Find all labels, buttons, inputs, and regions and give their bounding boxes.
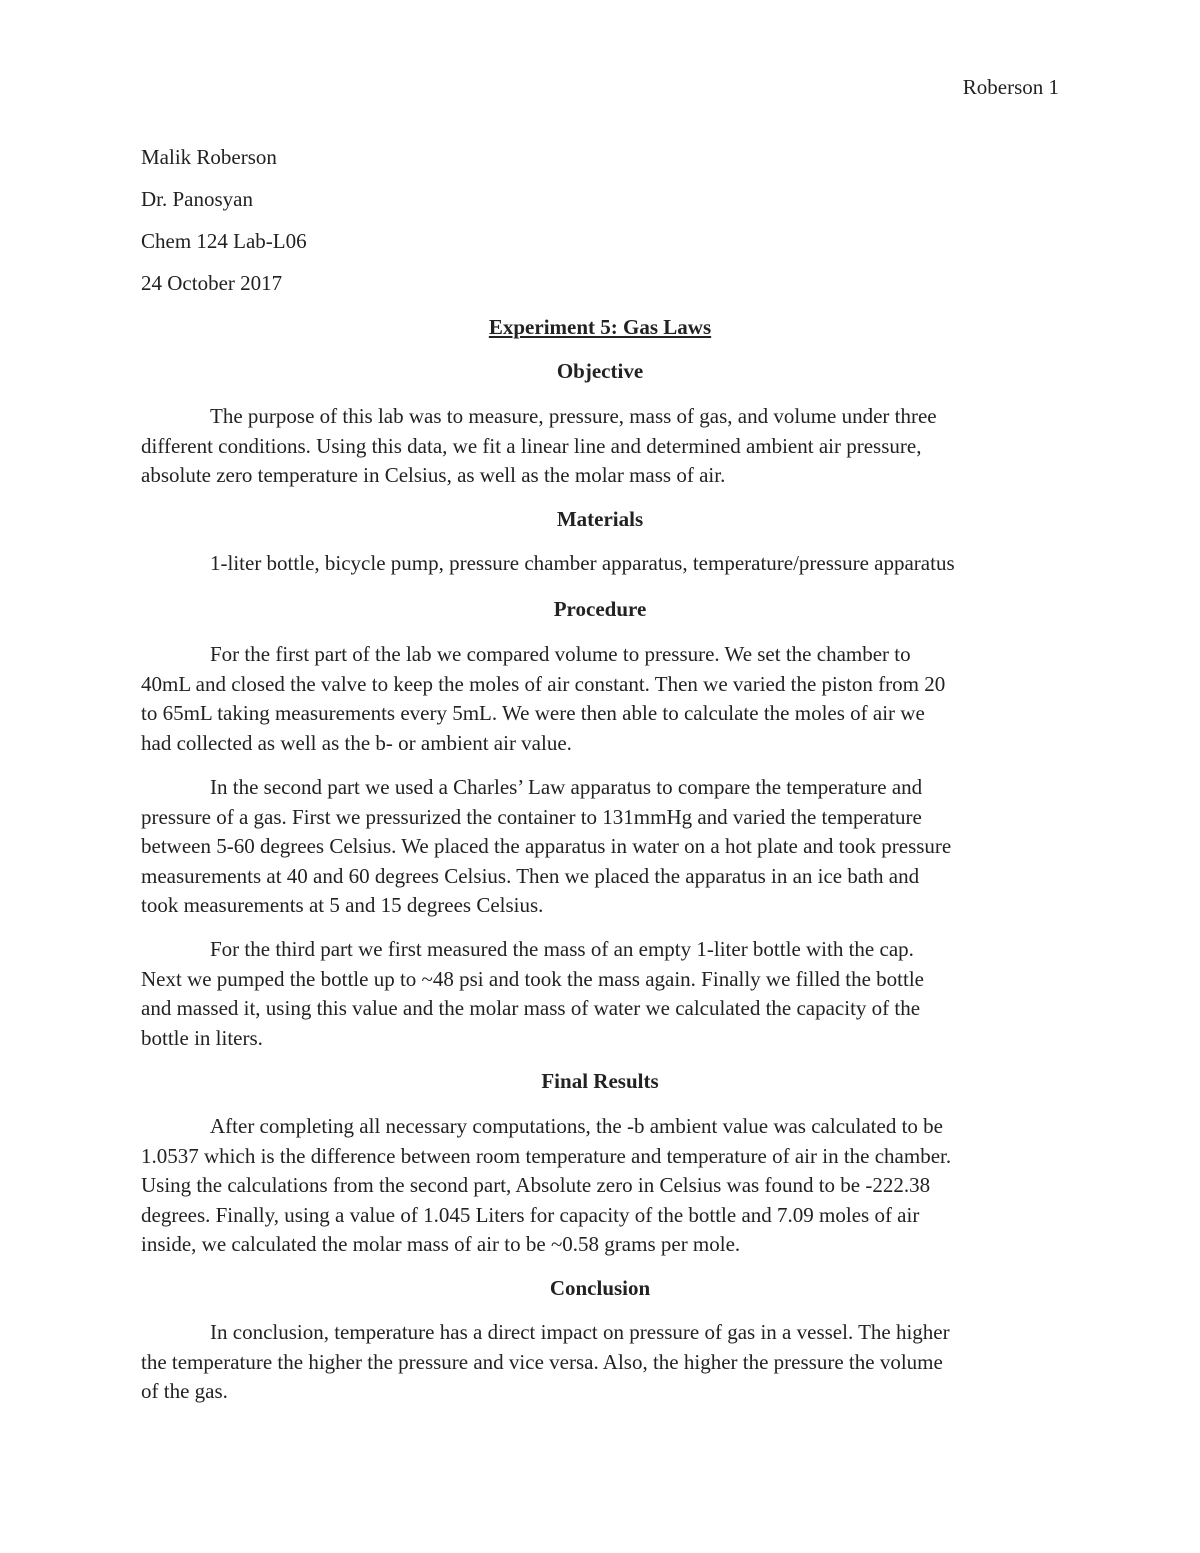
results-paragraph — [141, 1112, 1059, 1260]
paragraph-line: had collected as well as the b- or ambient air value. — [141, 730, 572, 755]
paragraph-line: inside, we calculated the molar mass of air to be ~0.58 grams per mole. — [141, 1232, 741, 1256]
paragraph-line: between 5-60 degrees Celsius. We placed the apparatus in water on a hot plate and took pressure — [141, 834, 952, 858]
objective-heading: Objective — [556, 359, 644, 383]
document-title: Experiment 5: Gas Laws — [488, 315, 712, 339]
procedure-heading: Procedure — [553, 597, 647, 621]
results-heading: Final Results — [541, 1069, 659, 1093]
conclusion-heading: Conclusion — [549, 1276, 651, 1300]
paragraph-line: After completing all necessary computations, the -b ambient value was calculated to be — [210, 1114, 943, 1138]
paragraph-line: 40mL and closed the valve to keep the moles of air constant. Then we varied the piston from 20 — [141, 671, 946, 696]
paragraph-line: of the gas. — [141, 1379, 228, 1403]
paragraph-line: For the third part we first measured the mass of an empty 1-liter bottle with the cap. — [210, 937, 914, 961]
paragraph-line: to 65mL taking measurements every 5mL. We were then able to calculate the moles of air we — [141, 701, 925, 725]
paragraph-line: Using the calculations from the second part, Absolute zero in Celsius was found to be -222.38 — [141, 1173, 931, 1197]
paragraph-line: and massed it, using this value and the molar mass of water we calculated the capacity of the — [141, 996, 921, 1020]
conclusion-paragraph — [141, 1318, 1059, 1407]
procedure-paragraph-1 — [141, 640, 1059, 758]
paragraph-line: In conclusion, temperature has a direct impact on pressure of gas in a vessel. The higher — [210, 1320, 950, 1344]
paragraph-line: pressure of a gas. First we pressurized the container to 131mmHg and varied the temperature — [141, 804, 922, 829]
paragraph-line: 1-liter bottle, bicycle pump, pressure chamber apparatus, temperature/pressure apparatus — [210, 551, 955, 575]
objective-paragraph — [141, 402, 1059, 491]
procedure-paragraph-2 — [141, 773, 1059, 921]
paragraph-line: the temperature the higher the pressure and vice versa. Also, the higher the pressure the volume — [141, 1349, 943, 1374]
materials-heading: Materials — [556, 507, 644, 531]
paragraph-line: In the second part we used a Charles’ Law apparatus to compare the temperature and — [210, 775, 923, 799]
paragraph-line: absolute zero temperature in Celsius, as well as the molar mass of air. — [141, 463, 726, 487]
paragraph-line: measurements at 40 and 60 degrees Celsius. Then we placed the apparatus in an ice bath and — [141, 863, 920, 888]
paragraph-line: bottle in liters. — [141, 1025, 263, 1050]
course-name: Chem 124 Lab-L06 — [141, 229, 307, 253]
paragraph-line: degrees. Finally, using a value of 1.045 Liters for capacity of the bottle and 7.09 moles of air — [141, 1202, 920, 1227]
paragraph-line: The purpose of this lab was to measure, pressure, mass of gas, and volume under three — [210, 404, 937, 428]
document-date: 24 October 2017 — [141, 271, 283, 295]
paragraph-line: Next we pumped the bottle up to ~48 psi and took the mass again. Finally we filled the bottle — [141, 966, 924, 991]
student-name: Malik Roberson — [141, 145, 277, 169]
materials-paragraph — [141, 549, 1059, 579]
instructor-name: Dr. Panosyan — [141, 187, 253, 211]
paragraph-line: different conditions. Using this data, we fit a linear line and determined ambient air pressure, — [141, 433, 922, 458]
paragraph-line: 1.0537 which is the difference between room temperature and temperature of air in the chamber. — [141, 1143, 952, 1168]
paragraph-line: took measurements at 5 and 15 degrees Celsius. — [141, 893, 544, 917]
procedure-paragraph-3 — [141, 935, 1059, 1053]
running-head: Roberson 1 — [962, 75, 1059, 99]
paragraph-line: For the first part of the lab we compared volume to pressure. We set the chamber to — [210, 642, 911, 666]
